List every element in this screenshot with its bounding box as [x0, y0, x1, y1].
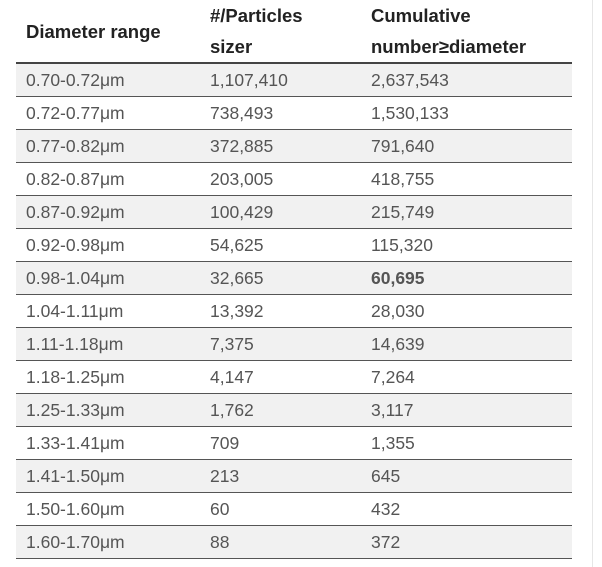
cell-cumulative-number: 791,640: [361, 130, 572, 163]
cell-cumulative-number: 432: [361, 493, 572, 526]
table-row: [16, 97, 572, 130]
cell-diameter-range: 0.92-0.98μm: [16, 229, 200, 262]
table-row: [16, 526, 572, 559]
cell-cumulative-number: 418,755: [361, 163, 572, 196]
table-row: [16, 196, 572, 229]
cell-diameter-range: 0.98-1.04μm: [16, 262, 200, 295]
cell-cumulative-number: 215,749: [361, 196, 572, 229]
table-row: [16, 427, 572, 460]
table-row: [16, 361, 572, 394]
cell-particles-count: 1,107,410: [200, 63, 361, 97]
table-row: [16, 295, 572, 328]
cell-diameter-range: 0.87-0.92μm: [16, 196, 200, 229]
table-row: [16, 130, 572, 163]
cell-diameter-range: 1.60-1.70μm: [16, 526, 200, 559]
cell-cumulative-number: 1,355: [361, 427, 572, 460]
table-row: [16, 394, 572, 427]
cell-particles-count: 32,665: [200, 262, 361, 295]
cell-particles-count: 709: [200, 427, 361, 460]
cell-diameter-range: 1.04-1.11μm: [16, 295, 200, 328]
cell-particles-count: 1,762: [200, 394, 361, 427]
particle-size-table: [16, 0, 572, 559]
cell-diameter-range: 1.41-1.50μm: [16, 460, 200, 493]
cell-cumulative-number: 1,530,133: [361, 97, 572, 130]
cell-cumulative-number: 3,117: [361, 394, 572, 427]
page-edge-line: [592, 0, 593, 567]
cell-particles-count: 100,429: [200, 196, 361, 229]
cell-diameter-range: 1.18-1.25μm: [16, 361, 200, 394]
table-row: [16, 460, 572, 493]
cell-cumulative-number: 115,320: [361, 229, 572, 262]
table-row: [16, 493, 572, 526]
cell-cumulative-number: 28,030: [361, 295, 572, 328]
cell-particles-count: 60: [200, 493, 361, 526]
table-row: [16, 262, 572, 295]
cell-particles-count: 54,625: [200, 229, 361, 262]
cell-diameter-range: 1.25-1.33μm: [16, 394, 200, 427]
table-row: [16, 163, 572, 196]
cell-particles-count: 88: [200, 526, 361, 559]
cell-diameter-range: 0.82-0.87μm: [16, 163, 200, 196]
cell-cumulative-number: 372: [361, 526, 572, 559]
cell-diameter-range: 0.72-0.77μm: [16, 97, 200, 130]
table-header-row: [16, 0, 572, 63]
cell-particles-count: 372,885: [200, 130, 361, 163]
cell-diameter-range: 1.33-1.41μm: [16, 427, 200, 460]
cell-diameter-range: 0.77-0.82μm: [16, 130, 200, 163]
cell-particles-count: 13,392: [200, 295, 361, 328]
table-body: [16, 63, 572, 559]
cell-particles-count: 203,005: [200, 163, 361, 196]
cell-particles-count: 738,493: [200, 97, 361, 130]
header-cumulative-number: Cumulative number≥diameter: [371, 5, 527, 57]
cell-cumulative-number: 645: [361, 460, 572, 493]
table-row: [16, 229, 572, 262]
cell-diameter-range: 1.11-1.18μm: [16, 328, 200, 361]
cell-diameter-range: 0.70-0.72μm: [16, 63, 200, 97]
cell-particles-count: 4,147: [200, 361, 361, 394]
cell-particles-count: 213: [200, 460, 361, 493]
cell-diameter-range: 1.50-1.60μm: [16, 493, 200, 526]
header-diameter-range: Diameter range: [26, 20, 161, 42]
table-row: [16, 63, 572, 97]
cell-cumulative-number: 60,695: [361, 262, 572, 295]
cell-cumulative-number: 14,639: [361, 328, 572, 361]
cell-cumulative-number: 2,637,543: [361, 63, 572, 97]
cell-particles-count: 7,375: [200, 328, 361, 361]
table-row: [16, 328, 572, 361]
header-particles-sizer: #/Particles sizer: [210, 5, 303, 57]
cell-cumulative-number: 7,264: [361, 361, 572, 394]
